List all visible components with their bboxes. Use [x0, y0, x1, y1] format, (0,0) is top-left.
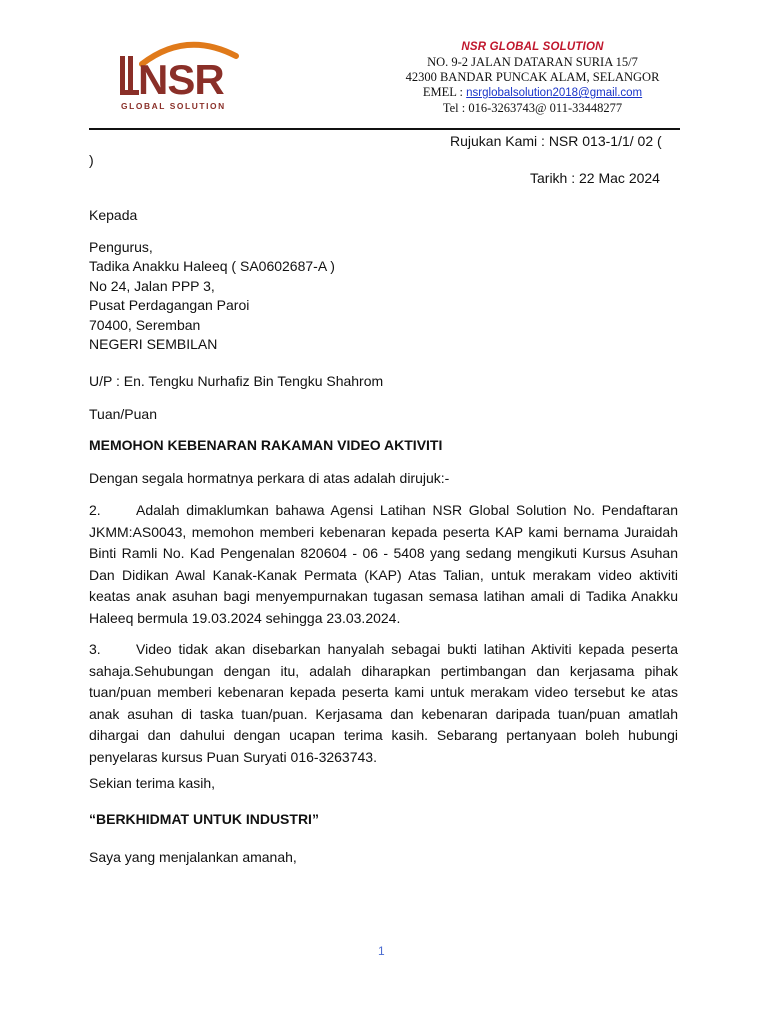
email-link[interactable]: nsrglobalsolution2018@gmail.com	[466, 87, 643, 99]
recipient-line: Pengurus,	[89, 239, 153, 255]
reference-continuation: )	[89, 152, 94, 168]
recipient-line: NEGERI SEMBILAN	[89, 336, 218, 352]
logo-tagline: GLOBAL SOLUTION	[121, 101, 226, 111]
motto: “BERKHIDMAT UNTUK INDUSTRI”	[89, 811, 319, 827]
attention-line: U/P : En. Tengku Nurhafiz Bin Tengku Shahrom	[89, 373, 384, 389]
recipient-line: Pusat Perdagangan Paroi	[89, 297, 250, 313]
reference-number: Rujukan Kami : NSR 013-1/1/ 02 (	[450, 133, 662, 149]
paragraph-text: Video tidak akan disebarkan hanyalah sebagai bukti latihan Aktiviti kepada peserta sahaja.Sehubungan dengan itu, adalah diharapkan pertimbangan dan kerjasama pihak tuan/puan memberi kebenaran kepada peserta kami untuk merakam video tersebut ke atas anak asuhan di taska tuan/puan. Kerjasama dan kebenaran daripada tuan/puan amatlah dihargai dan dahului dengan ucapan terima kasih. Sebarang pertanyaan boleh hubungi penyelaras kursus Puan Suryati 016-3263743.	[89, 641, 678, 765]
paragraph-number: 2.	[89, 502, 101, 518]
telephone-line: Tel : 016-3263743@ 011-33448277	[442, 101, 623, 115]
salutation: Tuan/Puan	[89, 406, 157, 422]
paragraph-2	[89, 500, 678, 629]
recipient-line: 70400, Seremban	[89, 317, 201, 333]
company-name: NSR GLOBAL SOLUTION	[461, 41, 604, 53]
company-address-block	[395, 40, 670, 116]
sign-off: Saya yang menjalankan amanah,	[89, 849, 297, 865]
recipient-line: Tadika Anakku Haleeq ( SA0602687-A )	[89, 258, 335, 274]
letter-date: Tarikh : 22 Mac 2024	[530, 170, 660, 186]
closing-line: Sekian terima kasih,	[89, 775, 216, 791]
company-logo	[118, 34, 243, 114]
to-label: Kepada	[89, 207, 138, 223]
logo-letters: NSR	[138, 56, 224, 103]
paragraph-number: 3.	[89, 641, 101, 657]
subject-heading: MEMOHON KEBENARAN RAKAMAN VIDEO AKTIVITI	[89, 437, 443, 453]
header-divider	[89, 128, 680, 130]
email-label: EMEL :	[422, 85, 464, 99]
recipient-line: No 24, Jalan PPP 3,	[89, 278, 215, 294]
address-line-2: 42300 BANDAR PUNCAK ALAM, SELANGOR	[405, 70, 660, 84]
paragraph-text: Adalah dimaklumkan bahawa Agensi Latihan NSR Global Solution No. Pendaftaran JKMM:AS0043, memohon memberi kebenaran kepada peserta KAP kami bernama Juraidah Binti Ramli No. Kad Pengenalan 820604 - 06 - 5408 yang sedang mengikuti Kursus Asuhan Dan Didikan Awal Kanak-Kanak Permata (KAP) Atas Talian, untuk merakam video aktiviti keatas anak asuhan bagi menyempurnakan tugasan semasa latihan amali di Tadika Anakku Haleeq bermula 19.03.2024 sehingga 23.03.2024.	[89, 502, 678, 626]
email-line	[395, 85, 670, 101]
address-line-1: NO. 9-2 JALAN DATARAN SURIA 15/7	[427, 55, 638, 69]
opening-line: Dengan segala hormatnya perkara di atas adalah dirujuk:-	[89, 470, 450, 486]
paragraph-3	[89, 639, 678, 768]
page-number: 1	[378, 944, 385, 958]
